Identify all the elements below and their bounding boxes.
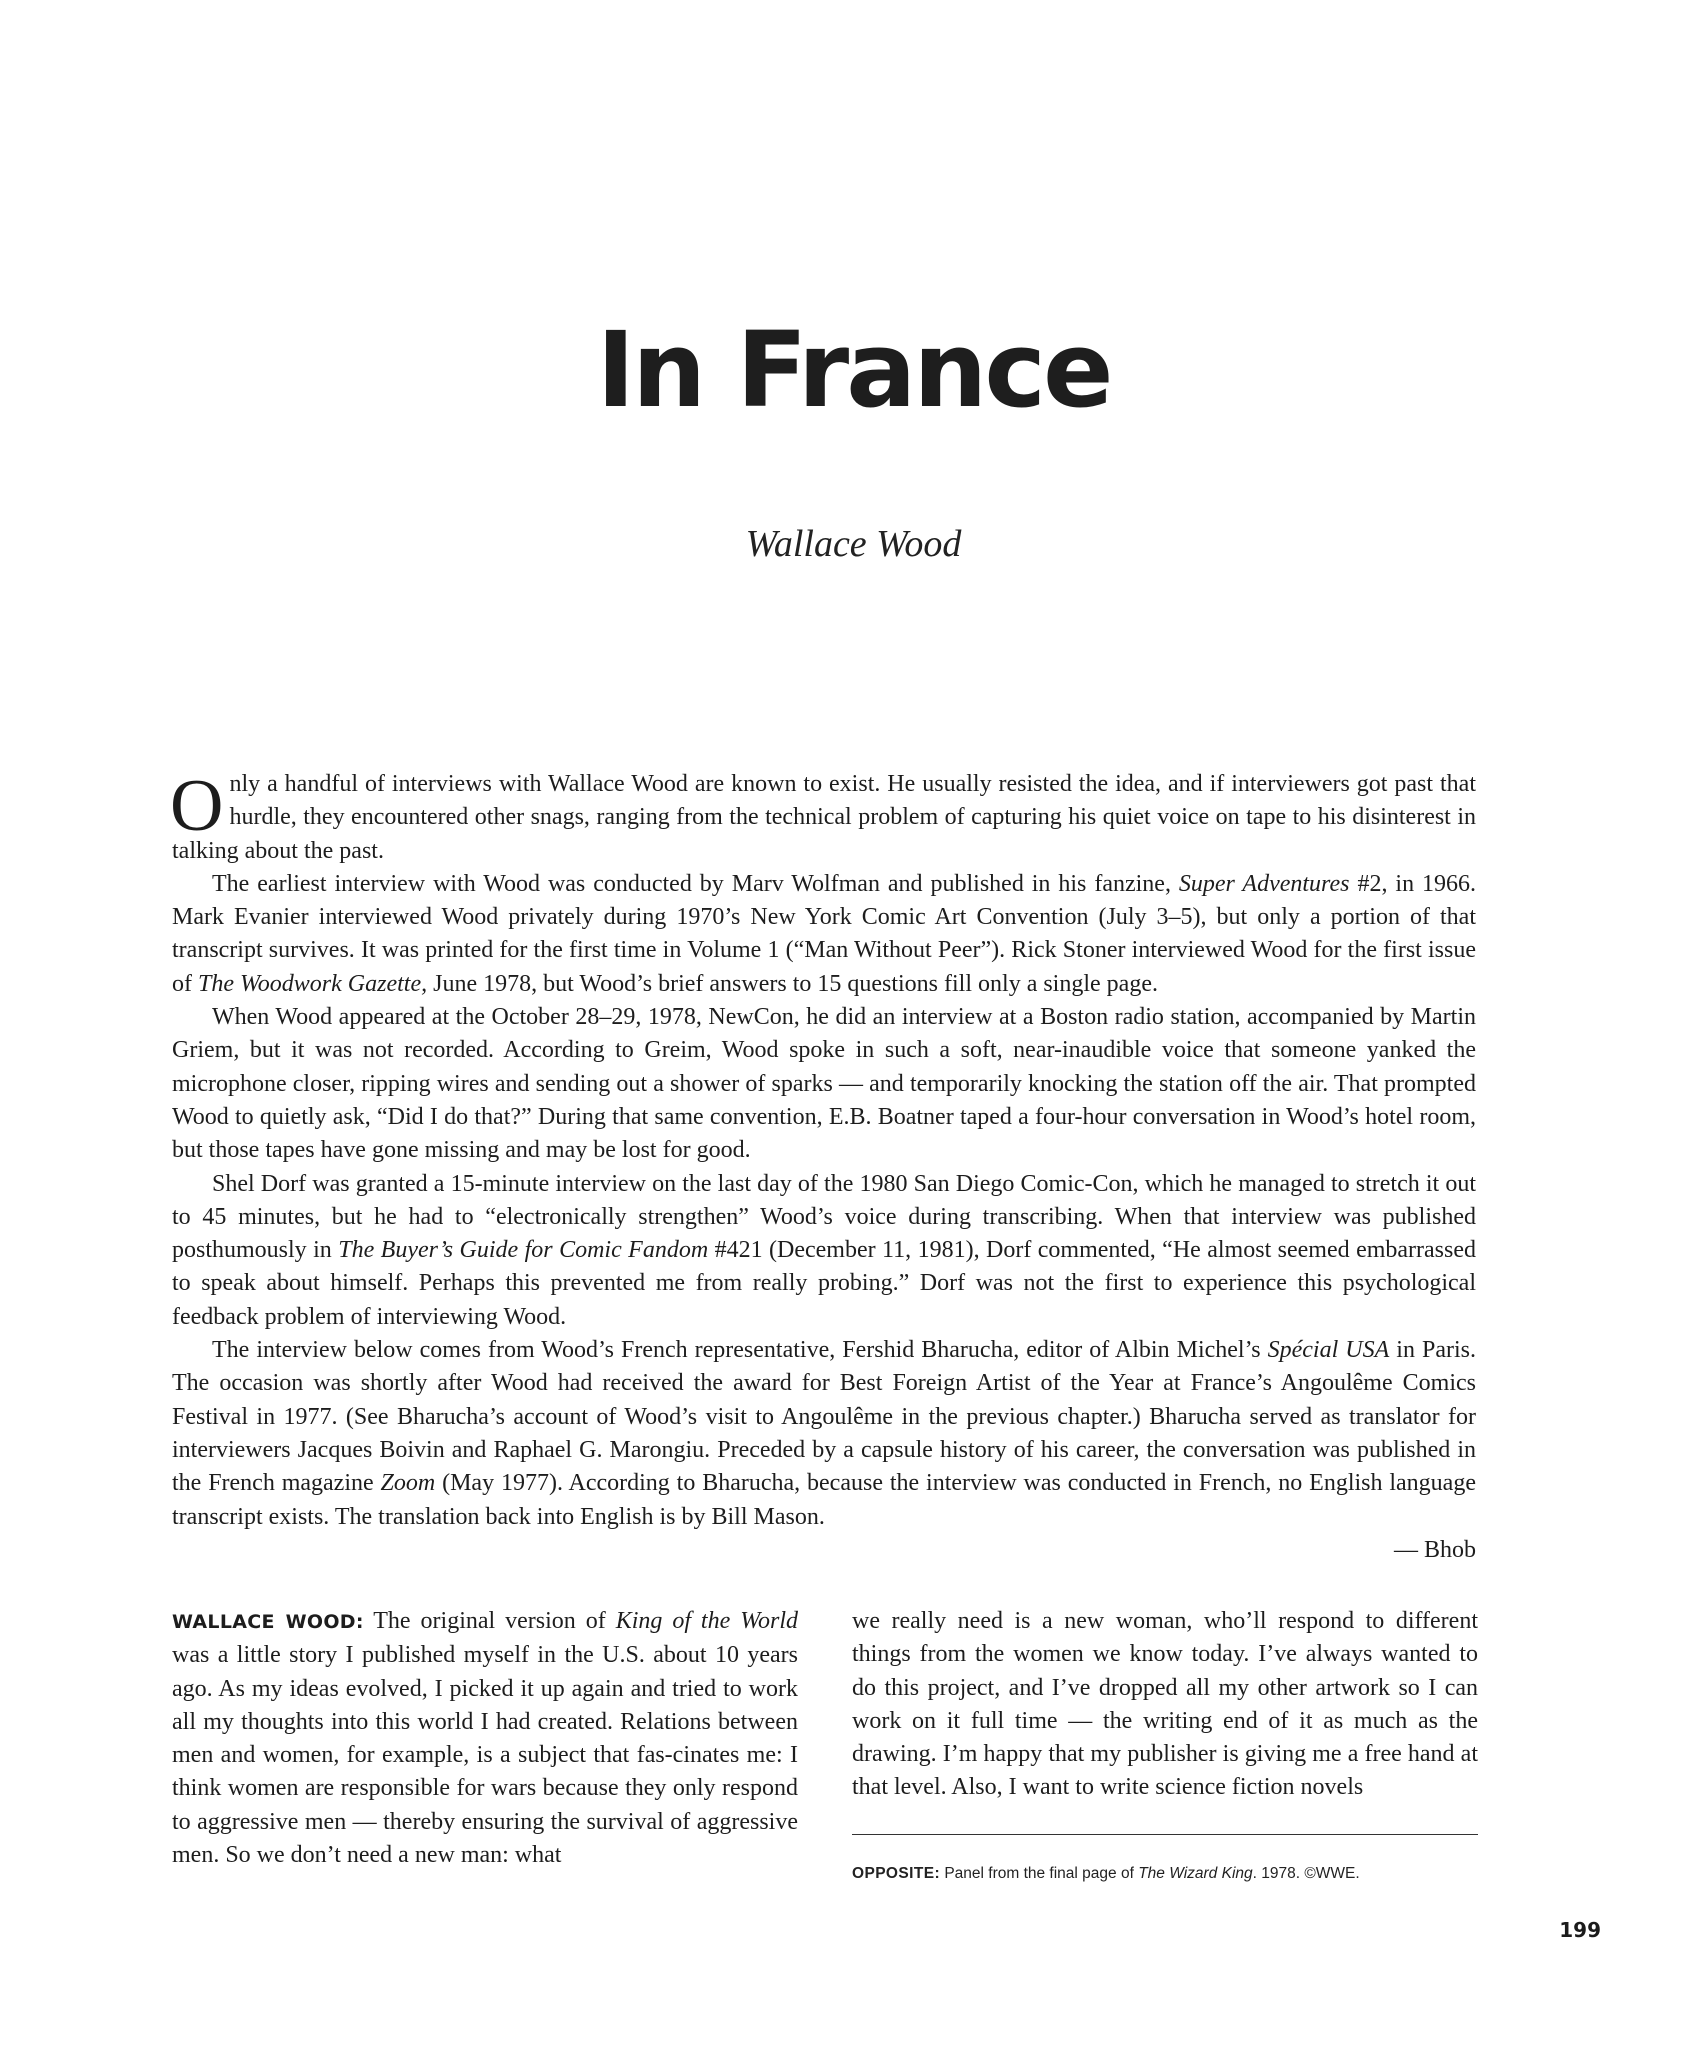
interview-answer: WALLACE WOOD: The original version of King of the World was a little story I published myself in the U.S. about 10 years ago. As my ideas evolved, I picked it up again and tried to work all my thoughts into this world I had created. Relations between men and women, for example, is a subject that fas-cinates me: I think women are responsible for wars because they only respond to aggressive men — thereby ensuring the survival of aggressive men. So we don’t need a new man: what	[172, 1608, 799, 1869]
caption-divider	[852, 1834, 1478, 1835]
publication-title: The Woodwork Gazette,	[198, 970, 428, 997]
intro-paragraph: Only a handful of interviews with Wallace Wood are known to exist. He usually resisted the idea, and if interviewers got past that hurdle, they encountered other snags, ranging from the technical problem of capturing his quiet voice on tape to his disinterest in talking about the past.	[170, 765, 1476, 864]
interview-answer-continued: we really need is a new woman, who’ll respond to different things from the women we know today. I’ve always wanted to do this project, and I’ve dropped all my other artwork so I can work on it full time — the writing end of it as much as the drawing. I’m happy that my publisher is giving me a free hand at that level. Also, I want to write science fiction novels	[852, 1608, 1478, 1801]
publication-title: Spécial USA	[1267, 1337, 1390, 1364]
intro-paragraph: The interview below comes from Wood’s French representative, Fershid Bharucha, editor of Albin Michel’s Spécial USA in Paris. The occasion was shortly after Wood had received the award for Best Foreign Artist of the Year at France’s Angoulême Comics Festival in 1977. (See Bharucha’s account of Wood’s visit to Angoulême in the previous chapter.) Bharucha served as translator for interviewers Jacques Boivin and Raphael G. Marongiu. Preceded by a capsule history of his career, the conversation was published in the French magazine Zoom (May 1977). According to Bharucha, because the interview was conducted in French, no English language transcript exists. The translation back into English is by Bill Mason.	[172, 1337, 1476, 1530]
page-number: 199	[1559, 1918, 1601, 1942]
author-byline: Wallace Wood	[745, 523, 962, 565]
intro-paragraph: When Wood appeared at the October 28–29, 1978, NewCon, he did an interview at a Boston radio station, accompanied by Martin Griem, but it was not recorded. According to Greim, Wood spoke in such a soft, near-inaudible voice that someone yanked the microphone closer, ripping wires and sending out a shower of sparks — and temporarily knocking the station off the air. That prompted Wood to quietly ask, “Did I do that?” During that same convention, E.B. Boatner taped a four-hour conversation in Wood’s hotel room, but those tapes have gone missing and may be lost for good.	[172, 1004, 1476, 1164]
intro-paragraph: The earliest interview with Wood was conducted by Marv Wolfman and published in his fanzine, Super Adventures #2, in 1966. Mark Evanier interviewed Wood privately during 1970’s New York Comic Art Convention (July 3–5), but only a portion of that transcript survives. It was printed for the first time in Volume 1 (“Man Without Peer”). Rick Stoner interviewed Wood for the first issue of The Woodwork Gazette, June 1978, but Wood’s brief answers to 15 questions fill only a single page.	[172, 870, 1477, 997]
intro-paragraph: Shel Dorf was granted a 15-minute interview on the last day of the 1980 San Diego Comic-Con, which he managed to stretch it out to 45 minutes, but he had to “electronically strengthen” Wood’s voice during transcribing. When that interview was published posthumously in The Buyer’s Guide for Comic Fandom #421 (December 11, 1981), Dorf commented, “He almost seemed embarrassed to speak about himself. Perhaps this prevented me from really probing.” Dorf was not the first to experience this psychological feedback problem of interviewing Wood.	[172, 1170, 1477, 1330]
publication-title: Super Adventures	[1178, 870, 1350, 897]
drop-cap: O	[170, 765, 224, 847]
page-title: In France	[596, 309, 1111, 431]
figure-caption: OPPOSITE: Panel from the final page of The Wizard King. 1978. ©WWE.	[852, 1865, 1360, 1882]
interview-column-left	[172, 1605, 798, 1872]
intro-text	[170, 765, 1477, 1567]
publication-title: The Buyer’s Guide for Comic Fandom	[338, 1237, 709, 1264]
caption-label: OPPOSITE:	[852, 1865, 941, 1882]
work-title: The Wizard King	[1138, 1865, 1253, 1882]
interview-column-right	[852, 1605, 1478, 1805]
work-title: King of the World	[615, 1608, 799, 1634]
publication-title: Zoom	[380, 1470, 436, 1497]
intro-signature: — Bhob	[1393, 1536, 1476, 1563]
speaker-label: WALLACE WOOD:	[172, 1611, 364, 1633]
